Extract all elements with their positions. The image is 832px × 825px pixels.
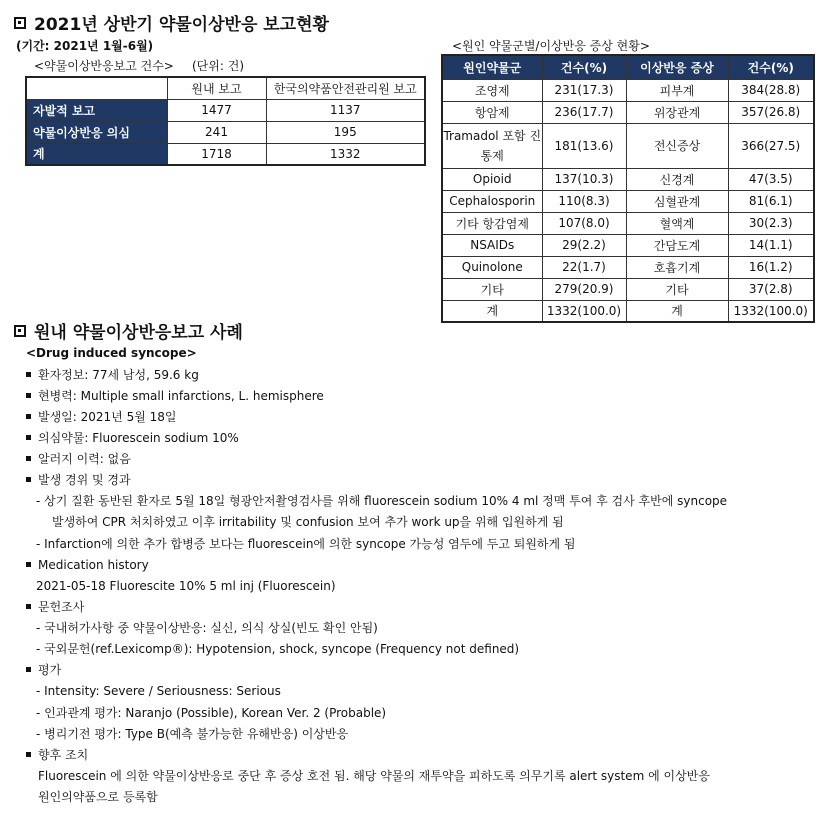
table-header-row xyxy=(442,55,814,79)
table-cell: 1332 xyxy=(266,143,425,165)
evaluation-causality: - 인과관계 평가: Naranjo (Possible), Korean Ver. 2 (Probable) xyxy=(36,706,387,720)
table-cell: 47(3.5) xyxy=(728,168,814,190)
table-cell: 107(8.0) xyxy=(542,212,626,234)
table-cell: 계 xyxy=(626,300,728,322)
table-row xyxy=(442,212,814,234)
table-cell: 위장관계 xyxy=(626,101,728,123)
evaluation-label: 평가 xyxy=(26,662,61,678)
table-cell: 279(20.9) xyxy=(542,278,626,300)
table-cell: Tramadol 포함 진통제 xyxy=(442,123,542,168)
table-cell: 231(17.3) xyxy=(542,79,626,101)
table-row xyxy=(26,143,425,165)
table-cell: Opioid xyxy=(442,168,542,190)
table-cell: 기타 xyxy=(626,278,728,300)
table-cell: 심혈관계 xyxy=(626,190,728,212)
table-cell: 81(6.1) xyxy=(728,190,814,212)
table-row xyxy=(442,278,814,300)
col-header-kids: 한국의약품안전관리원 보고 xyxy=(266,77,425,99)
course-text-1: - 상기 질환 동반된 환자로 5월 18일 형광안저촬영검사를 위해 fluorescein sodium 10% 4 ml 정맥 투여 후 검사 후반에 syncope xyxy=(36,494,728,508)
table-cell: 계 xyxy=(442,300,542,322)
cause-symptom-table xyxy=(441,54,815,323)
action-text-2: 원인의약품으로 등록함 xyxy=(38,790,158,804)
table-cell: 전신증상 xyxy=(626,123,728,168)
table-cell: 110(8.3) xyxy=(542,190,626,212)
table-cell: 16(1.2) xyxy=(728,256,814,278)
table-cell: 357(26.8) xyxy=(728,101,814,123)
table-row xyxy=(442,256,814,278)
table-cell: 1332(100.0) xyxy=(728,300,814,322)
table-cell: 181(13.6) xyxy=(542,123,626,168)
cause-table-caption: <원인 약물군별/이상반응 증상 현황> xyxy=(452,39,650,53)
table-cell: 29(2.2) xyxy=(542,234,626,256)
section-title-adr-status xyxy=(14,10,329,35)
action-label: 향후 조치 xyxy=(26,747,88,763)
table-cell: 신경계 xyxy=(626,168,728,190)
table-cell: 호흡기계 xyxy=(626,256,728,278)
evaluation-mechanism: - 병리기전 평가: Type B(예측 불가능한 유해반응) 이상반응 xyxy=(36,727,349,741)
col-header-count: 건수(%) xyxy=(728,55,814,79)
table-corner-cell xyxy=(26,77,167,99)
course-text-1-cont: 발생하여 CPR 처치하였고 이후 irritability 및 confusion 보여 추가 work up을 위해 입원하게 됨 xyxy=(52,515,564,529)
table-row xyxy=(26,99,425,121)
table-cell: 384(28.8) xyxy=(728,79,814,101)
table-row xyxy=(26,77,425,99)
case-title: <Drug induced syncope> xyxy=(26,346,197,360)
section-title-case-report xyxy=(14,318,243,343)
suspect-drug: 의심약물: Fluorescein sodium 10% xyxy=(26,430,239,446)
report-table-unit: (단위: 건) xyxy=(192,59,244,73)
report-count-table xyxy=(25,76,426,166)
table-row xyxy=(442,101,814,123)
section-title-text: 2021년 상반기 약물이상반응 보고현황 xyxy=(34,15,329,35)
table-cell: 기타 항감염제 xyxy=(442,212,542,234)
patient-info: 환자정보: 77세 남성, 59.6 kg xyxy=(26,367,199,383)
table-cell: 236(17.7) xyxy=(542,101,626,123)
table-cell: 195 xyxy=(266,121,425,143)
section-title-text: 원내 약물이상반응보고 사례 xyxy=(34,323,243,343)
table-cell: 1718 xyxy=(167,143,266,165)
col-header-count: 건수(%) xyxy=(542,55,626,79)
table-cell: 1477 xyxy=(167,99,266,121)
medication-entry: 2021-05-18 Fluorescite 10% 5 ml inj (Fluorescein) xyxy=(36,579,336,593)
table-cell: 37(2.8) xyxy=(728,278,814,300)
table-cell: Quinolone xyxy=(442,256,542,278)
table-row xyxy=(442,190,814,212)
onset-date: 발생일: 2021년 5월 18일 xyxy=(26,409,176,425)
table-cell: Cephalosporin xyxy=(442,190,542,212)
literature-label: 문헌조사 xyxy=(26,599,84,615)
course-label: 발생 경위 및 경과 xyxy=(26,472,131,488)
literature-domestic: - 국내허가사항 중 약물이상반응: 실신, 의식 상실(빈도 확인 안됨) xyxy=(36,621,378,635)
col-header-cause-drug: 원인약물군 xyxy=(442,55,542,79)
row-header-spontaneous: 자발적 보고 xyxy=(26,99,167,121)
table-row xyxy=(442,300,814,322)
checkbox-square-icon xyxy=(14,325,26,337)
allergy-history: 알러지 이력: 없음 xyxy=(26,451,131,467)
table-row xyxy=(442,79,814,101)
table-cell: 366(27.5) xyxy=(728,123,814,168)
report-table-caption: <약물이상반응보고 건수> xyxy=(34,59,174,73)
table-cell: 조영제 xyxy=(442,79,542,101)
action-text-1: Fluorescein 에 의한 약물이상반응로 중단 후 증상 호전 됨. 해당 약물의 재투약을 피하도록 의무기록 alert system 에 이상반응 xyxy=(38,769,710,783)
table-row xyxy=(442,168,814,190)
present-illness: 현병력: Multiple small infarctions, L. hemisphere xyxy=(26,388,324,404)
table-row xyxy=(442,234,814,256)
table-cell: 항암제 xyxy=(442,101,542,123)
table-cell: 1332(100.0) xyxy=(542,300,626,322)
evaluation-intensity: - Intensity: Severe / Seriousness: Serious xyxy=(36,684,281,698)
col-header-internal: 원내 보고 xyxy=(167,77,266,99)
table-cell: 기타 xyxy=(442,278,542,300)
table-cell: 1137 xyxy=(266,99,425,121)
report-period: (기간: 2021년 1월-6월) xyxy=(16,39,154,53)
table-row xyxy=(26,121,425,143)
table-cell: 137(10.3) xyxy=(542,168,626,190)
course-text-2: - Infarction에 의한 추가 합병증 보다는 fluorescein에 의한 syncope 가능성 염두에 두고 퇴원하게 됨 xyxy=(36,537,576,551)
table-cell: 간담도계 xyxy=(626,234,728,256)
col-header-symptom: 이상반응 증상 xyxy=(626,55,728,79)
table-cell: 22(1.7) xyxy=(542,256,626,278)
table-cell: 30(2.3) xyxy=(728,212,814,234)
literature-foreign: - 국외문헌(ref.Lexicomp®): Hypotension, shock, syncope (Frequency not defined) xyxy=(36,642,520,656)
table-cell: 241 xyxy=(167,121,266,143)
checkbox-square-icon xyxy=(14,17,26,29)
row-header-suspected: 약물이상반응 의심 xyxy=(26,121,167,143)
table-cell: NSAIDs xyxy=(442,234,542,256)
table-cell: 혈액계 xyxy=(626,212,728,234)
medication-history-label: Medication history xyxy=(26,557,149,573)
table-cell: 14(1.1) xyxy=(728,234,814,256)
table-row xyxy=(442,123,814,168)
table-cell: 피부계 xyxy=(626,79,728,101)
row-header-total: 계 xyxy=(26,143,167,165)
